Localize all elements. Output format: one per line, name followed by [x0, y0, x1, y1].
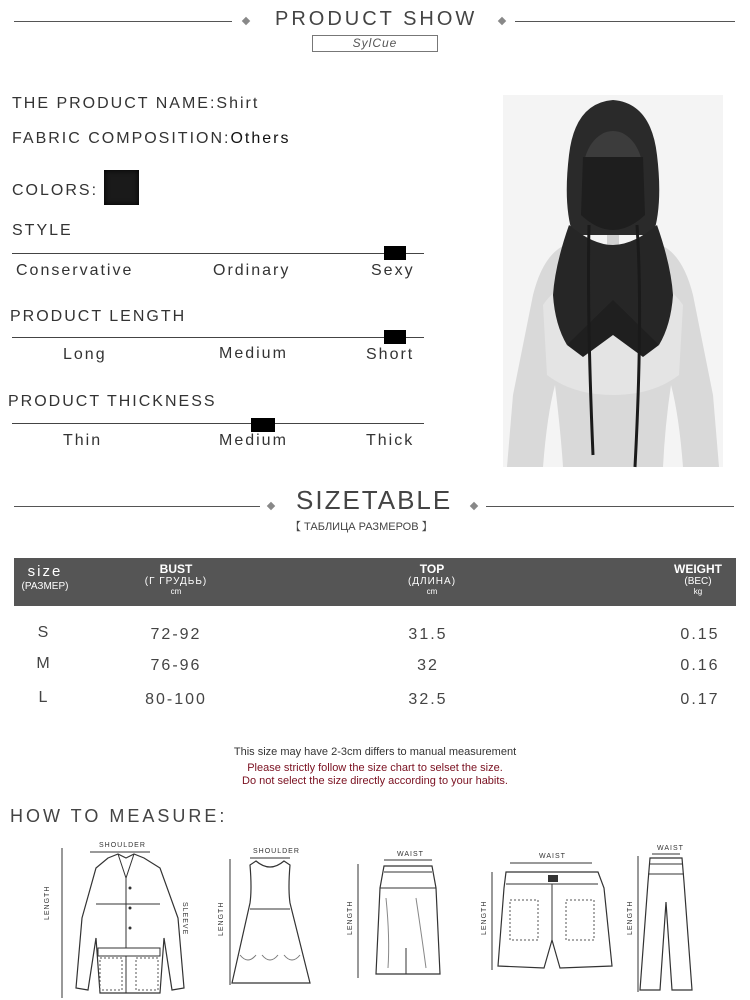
cell-top: 32.5	[408, 691, 448, 708]
header-rule-right	[515, 21, 735, 22]
style-scale-line	[12, 253, 424, 254]
product-name-label: THE PRODUCT NAME:	[12, 95, 217, 112]
cell-weight: 0.15	[680, 626, 720, 643]
col-header-size-main: size	[27, 563, 63, 580]
col-header-top-sub: (ДЛИНА)	[407, 576, 457, 587]
page-title: PRODUCT SHOW	[275, 8, 478, 30]
cell-size: L	[38, 689, 50, 706]
warning-line-1: Please strictly follow the size chart to selset the size.	[247, 762, 503, 774]
cell-bust: 76-96	[150, 657, 202, 674]
style-scale-title: STYLE	[12, 222, 73, 239]
col-header-size-sub: (РАЗМЕР)	[21, 581, 69, 592]
cell-bust: 72-92	[150, 626, 202, 643]
col-header-weight-main: WEIGHT	[674, 562, 722, 576]
col-header-bust-unit: cm	[170, 587, 182, 596]
cell-size: S	[37, 624, 51, 641]
fabric-label: FABRIC COMPOSITION:	[12, 130, 231, 147]
product-name-row	[12, 95, 259, 113]
thickness-scale-line	[12, 423, 424, 424]
dress-figure	[228, 855, 313, 990]
how-to-measure-title: HOW TO MEASURE:	[10, 806, 228, 826]
sizetable-dot-left	[267, 502, 275, 510]
col-header-weight	[660, 562, 736, 596]
fabric-row	[12, 130, 290, 148]
length-option-short: Short	[366, 346, 415, 363]
brand-logo	[312, 35, 438, 52]
fig5-waist-label: WAIST	[657, 845, 684, 852]
length-scale-marker	[384, 330, 406, 344]
jacket-figure	[60, 848, 200, 998]
product-name-value: Shirt	[216, 95, 260, 112]
product-photo	[503, 95, 723, 467]
style-option-ordinary: Ordinary	[213, 262, 291, 279]
sizetable-rule-left	[14, 506, 260, 507]
skirt-figure	[356, 858, 446, 983]
col-header-weight-sub: (ВЕС)	[684, 576, 712, 587]
col-header-size	[14, 563, 76, 592]
thickness-scale-title: PRODUCT THICKNESS	[8, 393, 217, 410]
pants-figure	[636, 852, 696, 994]
fig4-length-label: LENGTH	[481, 900, 488, 935]
col-header-bust-main: BUST	[159, 562, 193, 576]
thickness-scale-marker	[251, 418, 275, 432]
thickness-option-medium: Medium	[219, 432, 288, 449]
length-scale-line	[12, 337, 424, 338]
fig2-shoulder-label: SHOULDER	[253, 848, 300, 855]
shorts-figure	[490, 860, 620, 975]
style-option-conservative: Conservative	[16, 262, 134, 279]
header-dot-right	[498, 17, 506, 25]
sizetable-header-bar	[14, 558, 736, 606]
sizetable-title: SIZETABLE	[296, 485, 453, 515]
col-header-weight-unit: kg	[693, 587, 703, 596]
col-header-top	[382, 562, 482, 596]
thickness-option-thick: Thick	[366, 432, 415, 449]
thickness-option-thin: Thin	[63, 432, 103, 449]
fig1-sleeve-label: SLEEVE	[181, 902, 188, 936]
cell-top: 32	[417, 657, 439, 674]
col-header-bust-sub: (Г ГРУДЬЬ)	[144, 576, 208, 587]
style-scale-marker	[384, 246, 406, 260]
colors-label: COLORS:	[12, 182, 99, 199]
sizetable-rule-right	[486, 506, 734, 507]
length-option-long: Long	[63, 346, 107, 363]
col-header-top-unit: cm	[426, 587, 438, 596]
fig1-shoulder-label: SHOULDER	[99, 842, 146, 849]
fig5-length-label: LENGTH	[627, 900, 634, 935]
length-scale-title: PRODUCT LENGTH	[10, 308, 187, 325]
color-swatch-black[interactable]	[104, 170, 139, 205]
warning-line-2: Do not select the size directly according to your habits.	[242, 775, 508, 787]
length-option-medium: Medium	[219, 345, 288, 362]
sizetable-dot-right	[470, 502, 478, 510]
sizetable-subtitle: 【 ТАБЛИЦА РАЗМЕРОВ 】	[290, 521, 433, 533]
fig3-waist-label: WAIST	[397, 851, 424, 858]
cell-bust: 80-100	[145, 691, 207, 708]
cell-top: 31.5	[408, 626, 448, 643]
cell-weight: 0.17	[680, 691, 720, 708]
measurement-note: This size may have 2-3cm differs to manual measurement	[233, 746, 517, 758]
fig1-length-label: LENGTH	[44, 885, 51, 920]
brand-name: SylCue	[352, 36, 398, 50]
header-rule-left	[14, 21, 232, 22]
fig2-length-label: LENGTH	[218, 901, 225, 936]
fabric-value: Others	[230, 130, 291, 147]
cell-weight: 0.16	[680, 657, 720, 674]
col-header-top-main: TOP	[419, 562, 445, 576]
fig4-waist-label: WAIST	[539, 853, 566, 860]
col-header-bust	[126, 562, 226, 596]
fig3-length-label: LENGTH	[347, 900, 354, 935]
header-dot-left	[242, 17, 250, 25]
style-option-sexy: Sexy	[371, 262, 415, 279]
cell-size: M	[36, 655, 52, 672]
